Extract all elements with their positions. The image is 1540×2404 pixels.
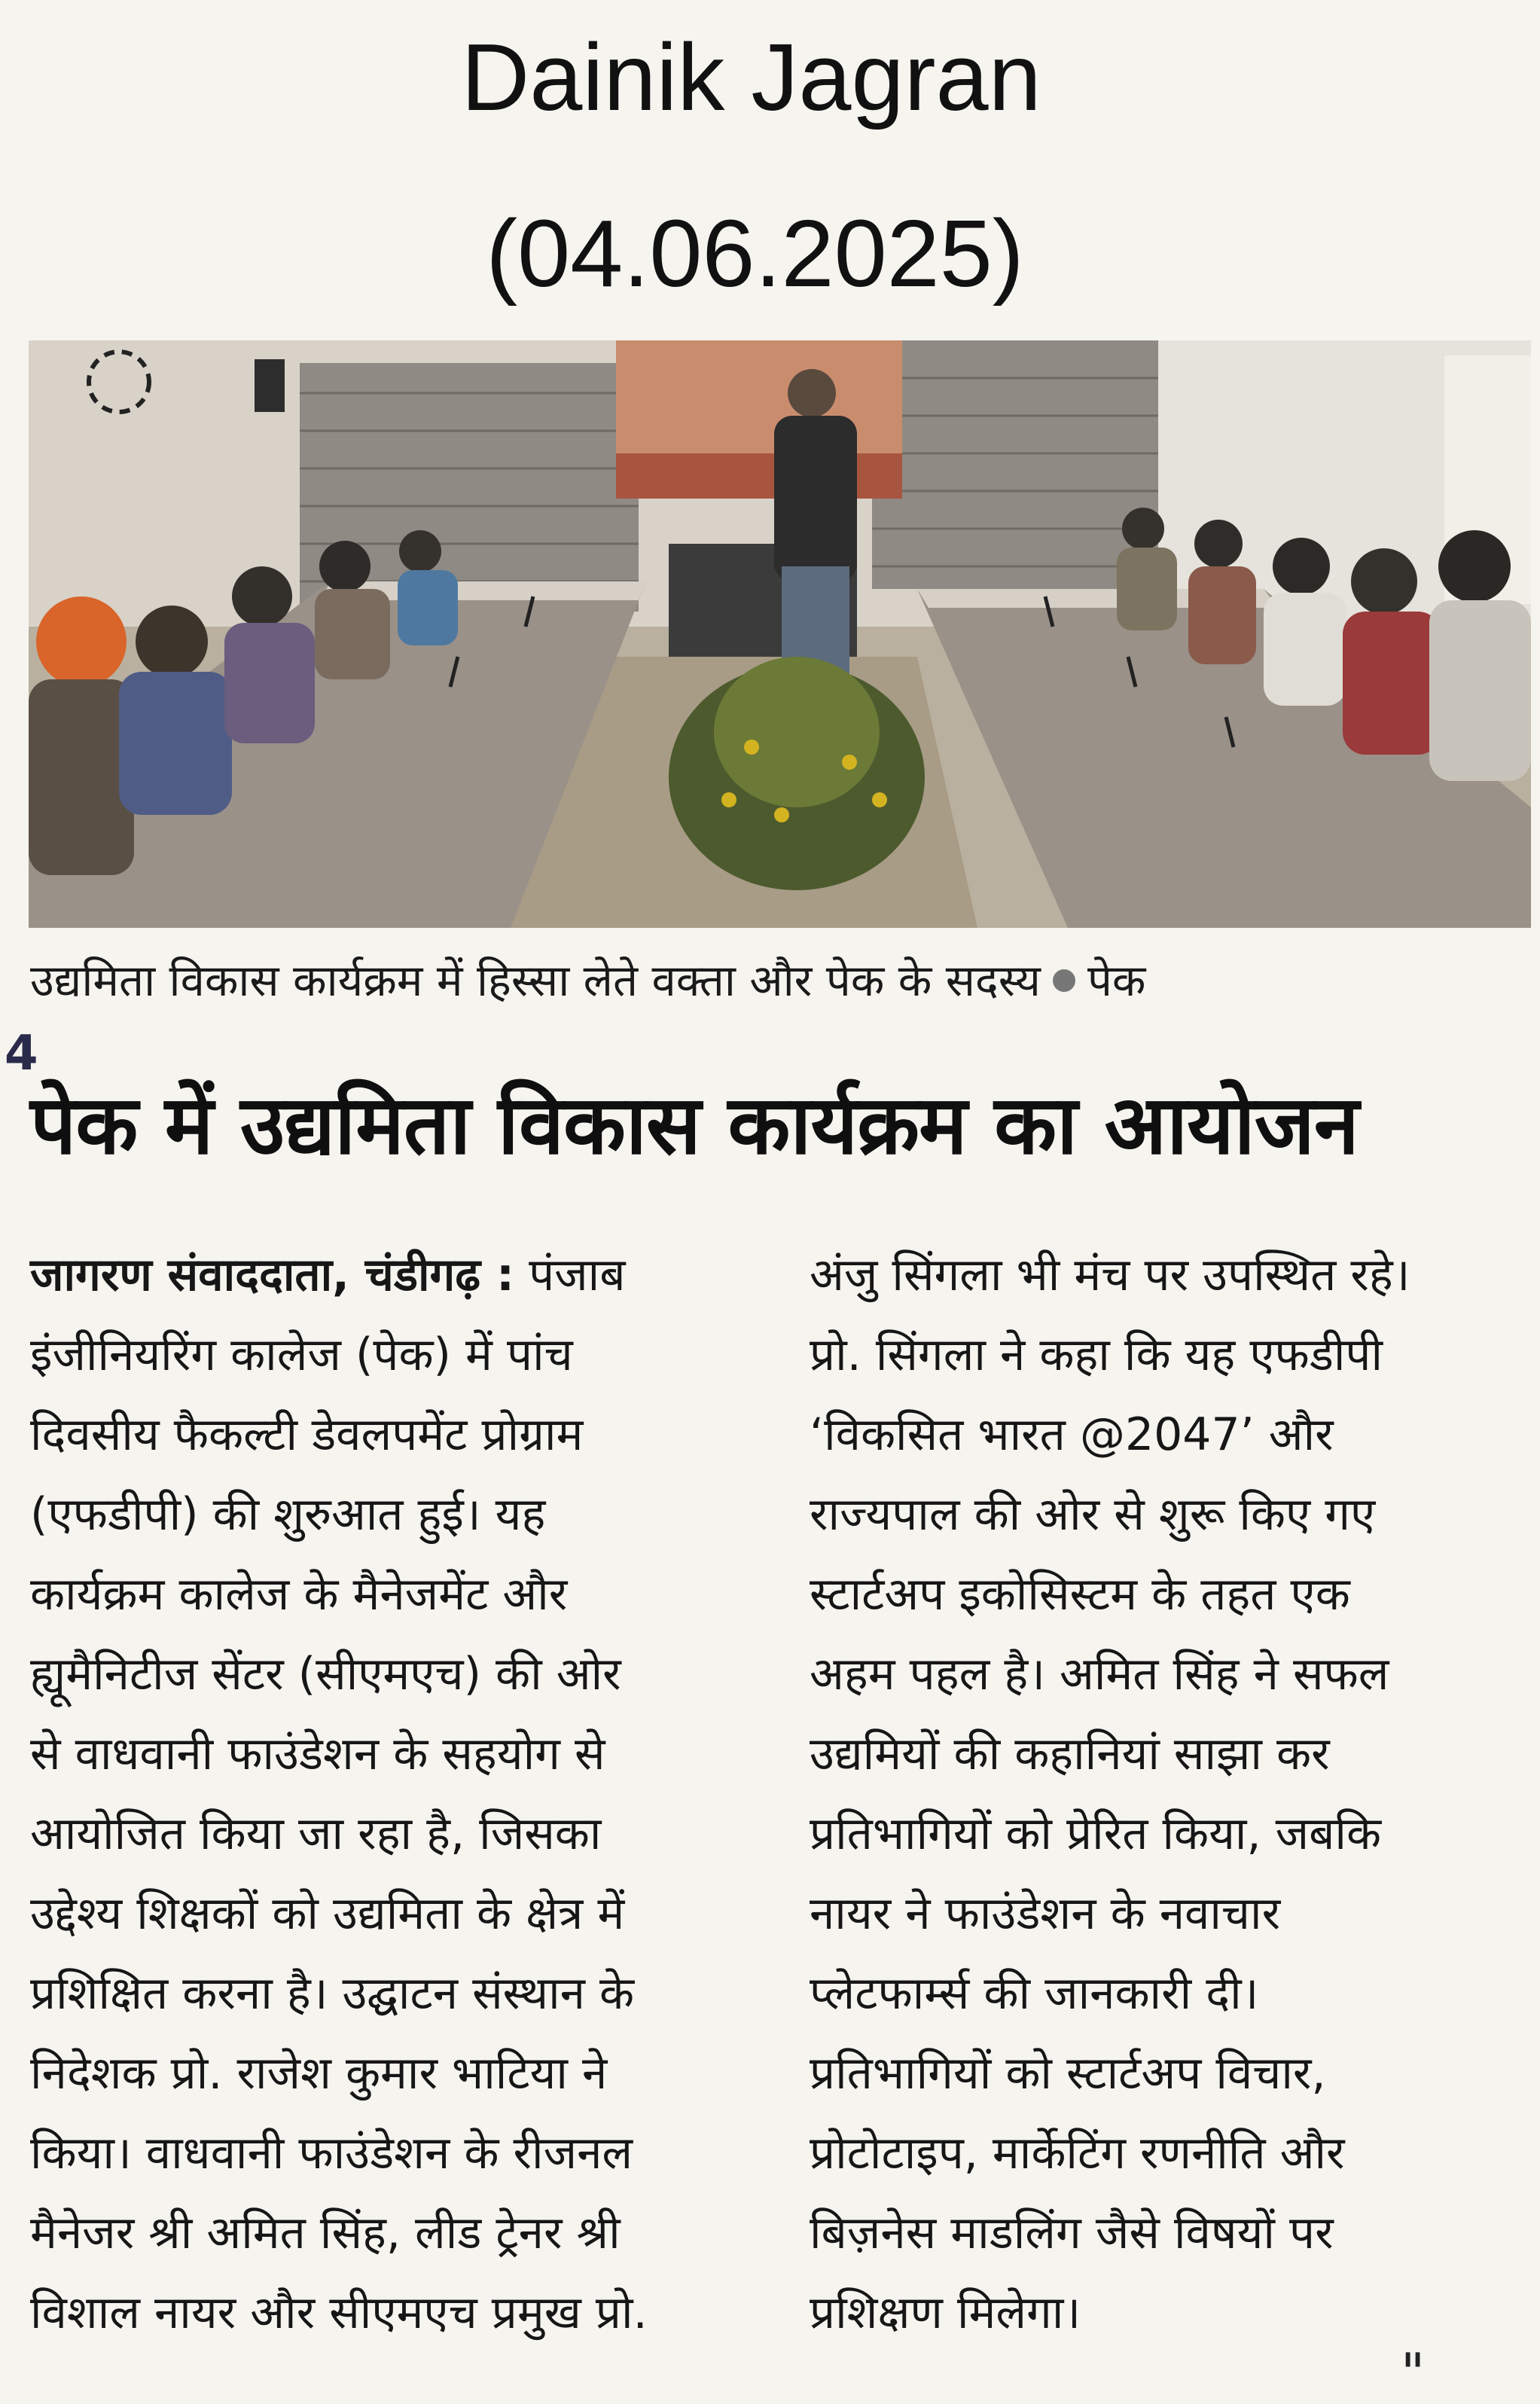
article-line: प्रतिभागियों को प्रेरित किया, जबकि bbox=[810, 1808, 1382, 1860]
article-line: इंजीनियरिंग कालेज (पेक) में पांच bbox=[30, 1329, 573, 1381]
speaker-left-icon bbox=[255, 359, 285, 412]
article-line: विशाल नायर और सीएमएच प्रमुख प्रो. bbox=[30, 2287, 648, 2339]
article-line: प्रोटोटाइप, मार्केटिंग रणनीति और bbox=[810, 2127, 1345, 2180]
article-line: प्लेटफार्म्स की जानकारी दी। bbox=[810, 1967, 1259, 2020]
article-line: कार्यक्रम कालेज के मैनेजमेंट और bbox=[30, 1568, 568, 1621]
article-line: बिज़नेस माडलिंग जैसे विषयों पर bbox=[810, 2207, 1334, 2259]
article-column-right bbox=[810, 1235, 1532, 2353]
article-line: नायर ने फाउंडेशन के नवाचार bbox=[810, 1887, 1281, 1940]
article-line: ह्यूमैनिटीज सेंटर (सीएमएच) की ओर bbox=[30, 1648, 621, 1701]
article-line: जागरण संवाददाता, चंडीगढ़ : पंजाब bbox=[30, 1249, 626, 1301]
article-line: उद्देश्य शिक्षकों को उद्यमिता के क्षेत्र में bbox=[30, 1887, 625, 1940]
bullet-dot-icon bbox=[1053, 969, 1075, 992]
article-line: स्टार्टअप इकोसिस्टम के तहत एक bbox=[810, 1568, 1350, 1621]
photo-illustration bbox=[29, 340, 1531, 928]
corner-mark: " bbox=[1401, 2342, 1426, 2404]
article-column-left bbox=[30, 1235, 753, 2353]
seminar-room-photo bbox=[29, 340, 1531, 928]
article-line: अंजु सिंगला भी मंच पर उपस्थित रहे। bbox=[810, 1249, 1410, 1301]
caption-text: उद्यमिता विकास कार्यक्रम में हिस्सा लेते वक्ता और पेक के सदस्य bbox=[30, 955, 1041, 1006]
article-line: दिवसीय फैकल्टी डेवलपमेंट प्रोग्राम bbox=[30, 1408, 584, 1461]
article-line: किया। वाधवानी फाउंडेशन के रीजनल bbox=[30, 2127, 633, 2180]
speaker-head-icon bbox=[788, 369, 836, 417]
article-line: निदेशक प्रो. राजेश कुमार भाटिया ने bbox=[30, 2047, 608, 2100]
article-line: उद्यमियों की कहानियां साझा कर bbox=[810, 1728, 1330, 1780]
article-byline: जागरण संवाददाता, चंडीगढ़ : bbox=[30, 1249, 514, 1301]
article-line: प्रशिक्षण मिलेगा। bbox=[810, 2287, 1081, 2339]
article-headline: पेक में उद्यमिता विकास कार्यक्रम का आयोजन bbox=[30, 1078, 1359, 1173]
article-line: प्रो. सिंगला ने कहा कि यह एफडीपी bbox=[810, 1329, 1383, 1381]
newspaper-header bbox=[0, 24, 1540, 307]
article-line: अहम पहल है। अमित सिंह ने सफल bbox=[810, 1648, 1389, 1701]
caption-credit: पेक bbox=[1087, 955, 1146, 1006]
publication-name: Dainik Jagran bbox=[461, 24, 1041, 130]
page-mark: 4 bbox=[5, 1026, 38, 1081]
article-line: आयोजित किया जा रहा है, जिसका bbox=[30, 1808, 602, 1860]
article-line: (एफडीपी) की शुरुआत हुई। यह bbox=[30, 1488, 546, 1541]
article-line: मैनेजर श्री अमित सिंह, लीड ट्रेनर श्री bbox=[30, 2207, 621, 2259]
photo-caption bbox=[30, 955, 1506, 1008]
article-line: प्रशिक्षित करना है। उद्घाटन संस्थान के bbox=[30, 1967, 635, 2020]
article-line: से वाधवानी फाउंडेशन के सहयोग से bbox=[30, 1728, 605, 1780]
article-line: ‘विकसित भारत @2047’ और bbox=[810, 1408, 1334, 1461]
article-line: प्रतिभागियों को स्टार्टअप विचार, bbox=[810, 2047, 1326, 2100]
article-line: राज्यपाल की ओर से शुरू किए गए bbox=[810, 1488, 1376, 1541]
publication-date: (04.06.2025) bbox=[486, 200, 1024, 307]
